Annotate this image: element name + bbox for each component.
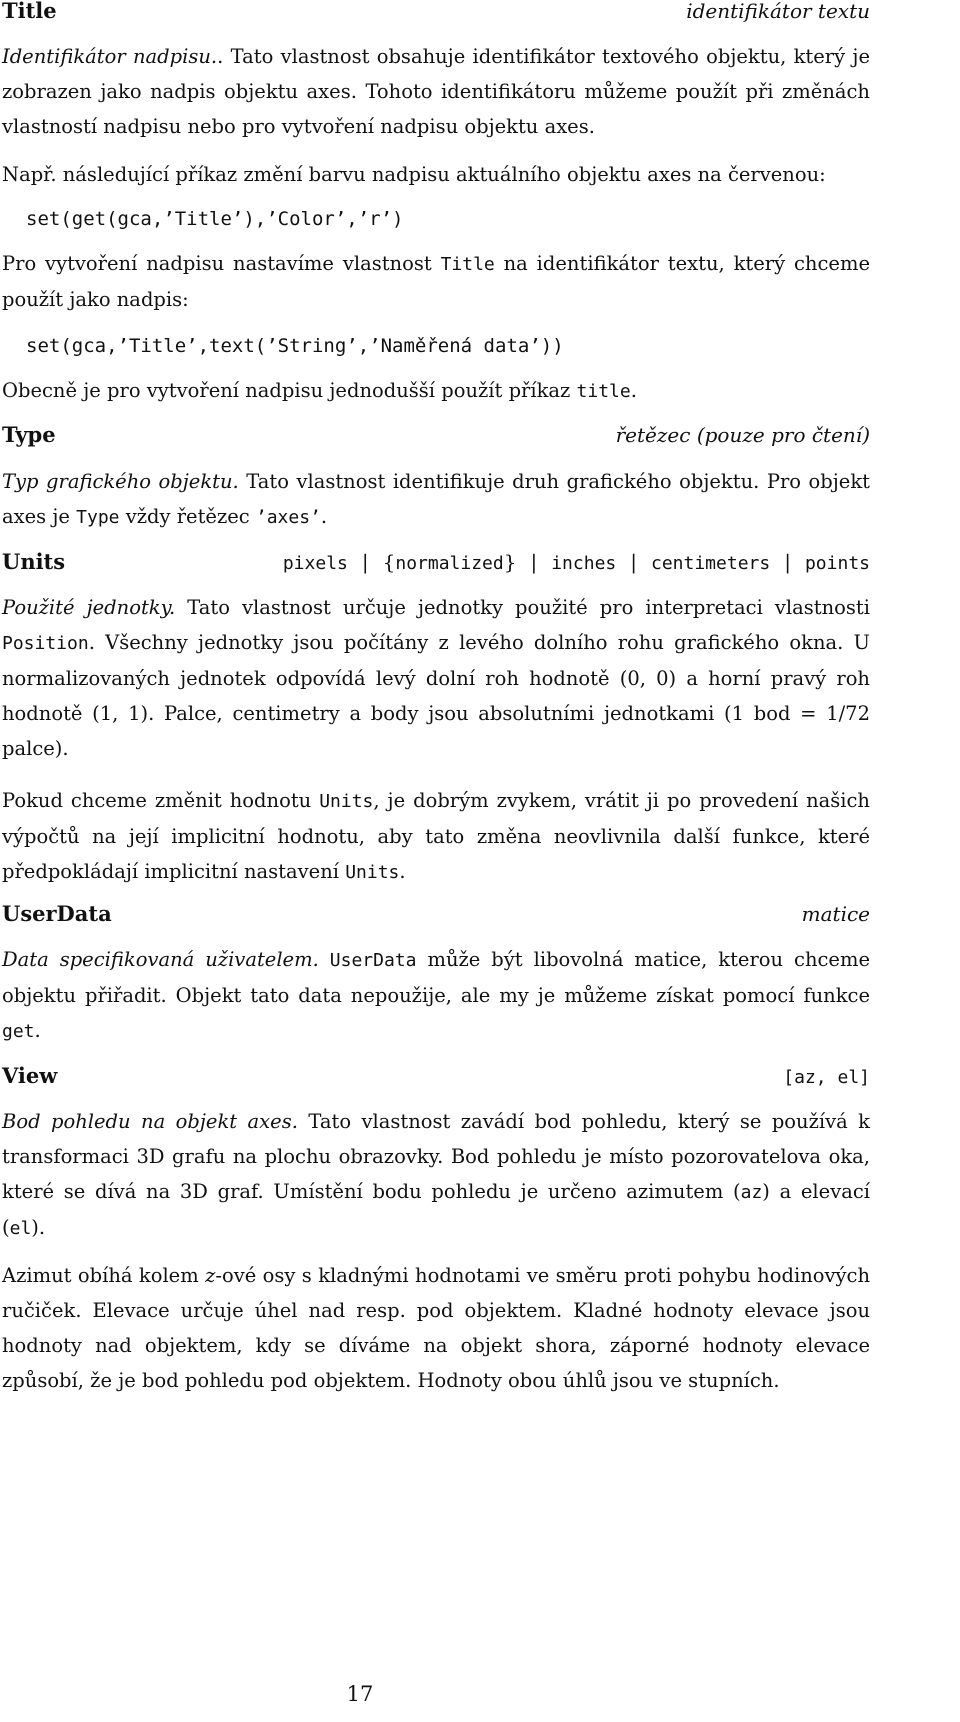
- view-desc-c: ).: [31, 1216, 46, 1239]
- units-separator: |: [784, 550, 791, 574]
- units-separator: |: [530, 550, 538, 574]
- type-desc-c: .: [320, 505, 328, 528]
- view-p2-b: -ové osy s kladnými hodnotami ve směru proti pohybu hodinových ručiček. Elevace určuje úhel nad resp. pod objektem. Kladné hodnoty elevace jsou hodnoty nad objektem, kdy se díváme na objekt shora, záporné hodnoty elevace způsobí, že je bod pohledu pod objektem. Hodnoty obou úhlů jsou ve stupních.: [2, 1264, 871, 1392]
- units-prop-header: [2, 548, 870, 578]
- units-value-inches: inches: [551, 553, 617, 574]
- title-prop-type: identifikátor textu: [686, 0, 870, 23]
- units-value-points: points: [804, 553, 870, 574]
- units-p2-a: Pokud chceme změnit hodnotu: [2, 789, 320, 812]
- title-prop-header: [2, 0, 870, 25]
- type-desc-a: Tato vlastnost identifikuje druh grafického objektu. Pro objekt axes je: [2, 470, 870, 528]
- view-p2-z: z: [205, 1264, 216, 1287]
- title-p2-a: Pro vytvoření nadpisu nastavíme vlastnost: [2, 252, 441, 275]
- title-p3-a: Obecně je pro vytvoření nadpisu jednodušší použít příkaz: [2, 379, 577, 402]
- title-code-2: set(gca,’Title’,text(’String’,’Naměřená data’)): [26, 335, 564, 357]
- units-p2-code1: Units: [319, 791, 374, 812]
- title-prop-desc: [2, 39, 870, 144]
- userdata-prop-desc: [2, 942, 870, 1049]
- units-desc-code: Position: [2, 633, 89, 654]
- units-value-centimeters: centimeters: [651, 553, 771, 574]
- view-prop-desc: [2, 1104, 870, 1246]
- title-desc-em: Identifikátor nadpisu.: [2, 45, 218, 68]
- view-desc-code2: el: [9, 1218, 32, 1239]
- units-separator: |: [361, 550, 369, 574]
- units-p2-b: , je dobrým zvykem, vrátit ji po provedení našich výpočtů na její implicitní hodnotu, aby tato změna neovlivnila další funkce, které předpokládají implicitní nastavení: [2, 789, 870, 883]
- view-p2-a: Azimut obíhá kolem: [2, 1264, 206, 1287]
- view-desc-b: ) a elevací (: [2, 1180, 871, 1239]
- units-p2-c: .: [399, 860, 406, 883]
- title-p3-b: .: [630, 379, 637, 402]
- view-prop-header: [2, 1062, 870, 1092]
- units-desc-em: Použité jednotky.: [2, 596, 176, 619]
- userdata-prop-name: UserData: [2, 901, 112, 926]
- title-prop-name: Title: [2, 0, 57, 23]
- page-number: 17: [346, 1682, 374, 1706]
- title-example-intro-text: Např. následující příkaz změní barvu nadpisu aktuálního objektu axes na červenou:: [2, 163, 826, 186]
- type-prop-name: Type: [2, 422, 56, 447]
- view-desc-a: Tato vlastnost zavádí bod pohledu, který se používá k transformaci 3D grafu na plochu obrazovky. Bod pohledu je místo pozorovatelova oka, které se dívá na 3D graf. Umístění bodu pohledu je určeno azimutem (: [2, 1110, 870, 1203]
- units-values: [283, 548, 870, 578]
- units-desc-b: . Všechny jednotky jsou počítány z levého dolního rohu grafického okna. U normalizovaných jednotek odpovídá levý dolní roh hodnotě (0, 0) a horní pravý roh hodnotě (1, 1). Palce, centimetry a body jsou absolutními jednotkami (1 bod = 1/72 palce).: [2, 631, 870, 760]
- view-p2: [2, 1258, 870, 1398]
- view-desc-code1: az: [740, 1182, 763, 1203]
- units-desc-a: Tato vlastnost určuje jednotky použité pro interpretaci vlastnosti: [175, 596, 870, 619]
- type-desc-em: Typ grafického objektu.: [2, 470, 239, 493]
- userdata-prop-type: matice: [801, 902, 870, 926]
- type-prop-desc: [2, 464, 870, 535]
- units-p2: [2, 783, 870, 890]
- units-value-normalized-text: normalized: [395, 553, 504, 574]
- title-code-1: set(get(gca,’Title’),’Color’,’r’): [26, 208, 404, 230]
- title-example-intro: [2, 157, 870, 192]
- userdata-desc-code1: UserData: [329, 950, 417, 971]
- units-value-pixels: pixels: [282, 553, 348, 574]
- userdata-desc-space: [319, 948, 330, 971]
- userdata-desc-b: .: [34, 1019, 41, 1042]
- type-desc-code2: ’axes’: [255, 507, 321, 528]
- type-prop-header: [2, 421, 870, 449]
- userdata-desc-code2: get: [2, 1021, 35, 1042]
- view-desc-em: Bod pohledu na objekt axes.: [2, 1110, 298, 1133]
- type-desc-b: vždy řetězec: [119, 505, 256, 528]
- title-p2-code: Title: [440, 254, 495, 275]
- title-desc-rest: . Tato vlastnost obsahuje identifikátor textového objektu, který je zobrazen jako nadpis objektu axes. Tohoto identifikátoru můžeme použít při změnách vlastností nadpisu nebo pro vytvoření nadpisu objektu axes.: [2, 45, 871, 138]
- units-separator: |: [630, 550, 637, 574]
- userdata-desc-a: může být libovolná matice, kterou chceme objektu přiřadit. Objekt tato data nepoužije, ale my je můžeme získat pomocí funkce: [2, 948, 871, 1007]
- units-p2-code2: Units: [345, 862, 400, 883]
- units-value-normalized: {normalized}: [382, 550, 517, 574]
- type-prop-type: řetězec (pouze pro čtení): [615, 423, 870, 447]
- userdata-prop-header: [2, 900, 870, 928]
- units-prop-desc: [2, 590, 870, 766]
- units-prop-name: Units: [2, 549, 66, 574]
- view-prop-name: View: [2, 1063, 58, 1088]
- title-p3: [2, 373, 870, 409]
- type-desc-code1: Type: [76, 507, 120, 528]
- title-p2-b: na identifikátor textu, který chceme použít jako nadpis:: [2, 252, 870, 311]
- title-p3-code: title: [576, 381, 631, 402]
- userdata-desc-em: Data specifikovaná uživatelem.: [2, 948, 319, 971]
- view-prop-type: [az, el]: [783, 1067, 870, 1088]
- title-p2: [2, 246, 870, 317]
